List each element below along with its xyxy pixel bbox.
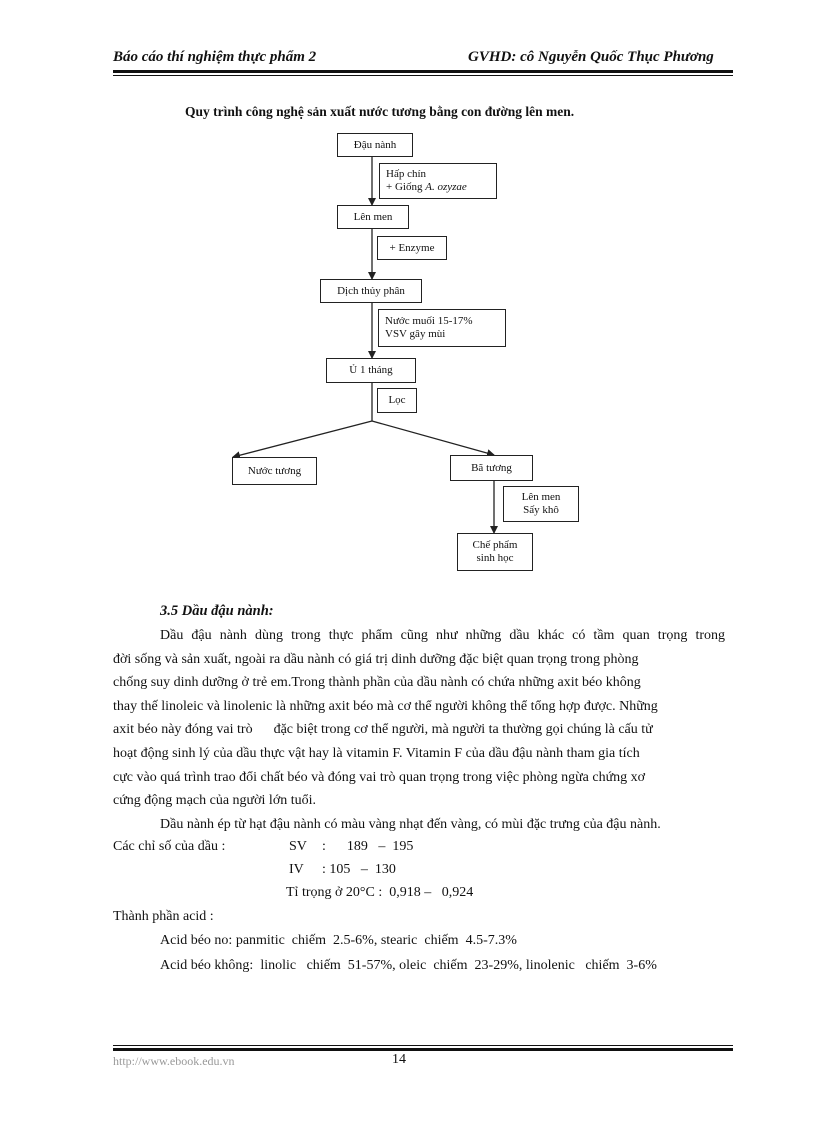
paragraph-line: cực vào quá trình trao đổi chất béo và đóng vai trò quan trọng trong việc phòng ngừa chứng xơ [113,769,646,785]
section-title: 3.5 Dầu đậu nành: [160,603,274,619]
header-left: Báo cáo thí nghiệm thực phẩm 2 [113,49,317,65]
step-len-men: Lên men [337,205,409,229]
iv-value: : 105 – 130 [322,862,396,877]
paragraph-line: cứng động mạch của người lớn tuổi. [113,793,316,809]
note-enzyme: + Enzyme [377,236,447,260]
paragraph-line: axit béo này đóng vai trò đặc biệt trong cơ thể người, mà người ta thường gọi chúng là cấu tử [113,722,653,738]
acid-label: Thành phần acid : [113,909,214,924]
density-value: Tỉ trọng ở 20°C : 0,918 – 0,924 [286,885,474,900]
step-che-pham-sinh-hoc: Chế phẩm sinh học [457,533,533,571]
note-loc: Lọc [377,388,417,413]
sv-label: SV [289,839,307,854]
step-dich-thuy-phan: Dịch thủy phân [320,279,422,303]
note-len-men-say-kho: Lên men Sấy khô [503,486,579,522]
paragraph-line: hoạt động sinh lý của dầu thực vật hay là vitamin F. Vitamin F của dầu đậu nành tham gia tích [113,745,640,761]
note-hap-chin: Hấp chín + Giống A. ozyzae [379,163,497,199]
step-nuoc-tuong: Nước tương [232,457,317,485]
arrow-to-ba-tuong [372,421,494,455]
step-u-1-thang: Ủ 1 tháng [326,358,416,383]
step-ba-tuong: Bã tương [450,455,533,481]
arrow-to-nuoc-tuong [233,421,372,457]
footer-rule-thick [113,1048,733,1051]
paragraph-line: thay thế linoleic và linolenic là những axit béo mà cơ thể người không thể tổng hợp được. Những [113,698,658,714]
figure-title: Quy trình công nghệ sản xuất nước tương bằng con đường lên men. [185,104,575,119]
iv-label: IV [289,862,304,877]
acid-unsaturated: Acid béo không: linolic chiếm 51-57%, oleic chiếm 23-29%, linolenic chiếm 3-6% [160,958,657,973]
header-right: GVHD: cô Nguyễn Quốc Thục Phương [468,49,714,65]
paragraph-line: chống suy dinh dưỡng ở trẻ em.Trong thành phần của dầu nành có chứa những axit béo không [113,675,641,691]
note-nuoc-muoi: Nước muối 15-17% VSV gây mùi [378,309,506,347]
sentence-color-odor: Dầu nành ép từ hạt đậu nành có màu vàng nhạt đến vàng, có mùi đặc trưng của đậu nành. [160,816,661,832]
section-paragraph [113,624,725,836]
step-dau-nanh: Đậu nành [337,133,413,157]
footer-rule-thin [113,1045,733,1046]
sv-value: : 189 – 195 [322,839,414,854]
page-number: 14 [392,1052,406,1067]
acid-saturated: Acid béo no: panmitic chiếm 2.5-6%, stearic chiếm 4.5-7.3% [160,933,517,948]
footer-url: http://www.ebook.edu.vn [113,1054,235,1068]
paragraph-line: đời sống và sản xuất, ngoài ra dầu nành có giá trị dinh dưỡng đặc biệt quan trọng trong phòng [113,651,639,667]
paragraph-line: Dầu đậu nành dùng trong thực phẩm cũng như những dầu khác có tầm quan trọng trong [160,628,725,643]
indices-label: Các chỉ số của dầu : [113,839,226,854]
